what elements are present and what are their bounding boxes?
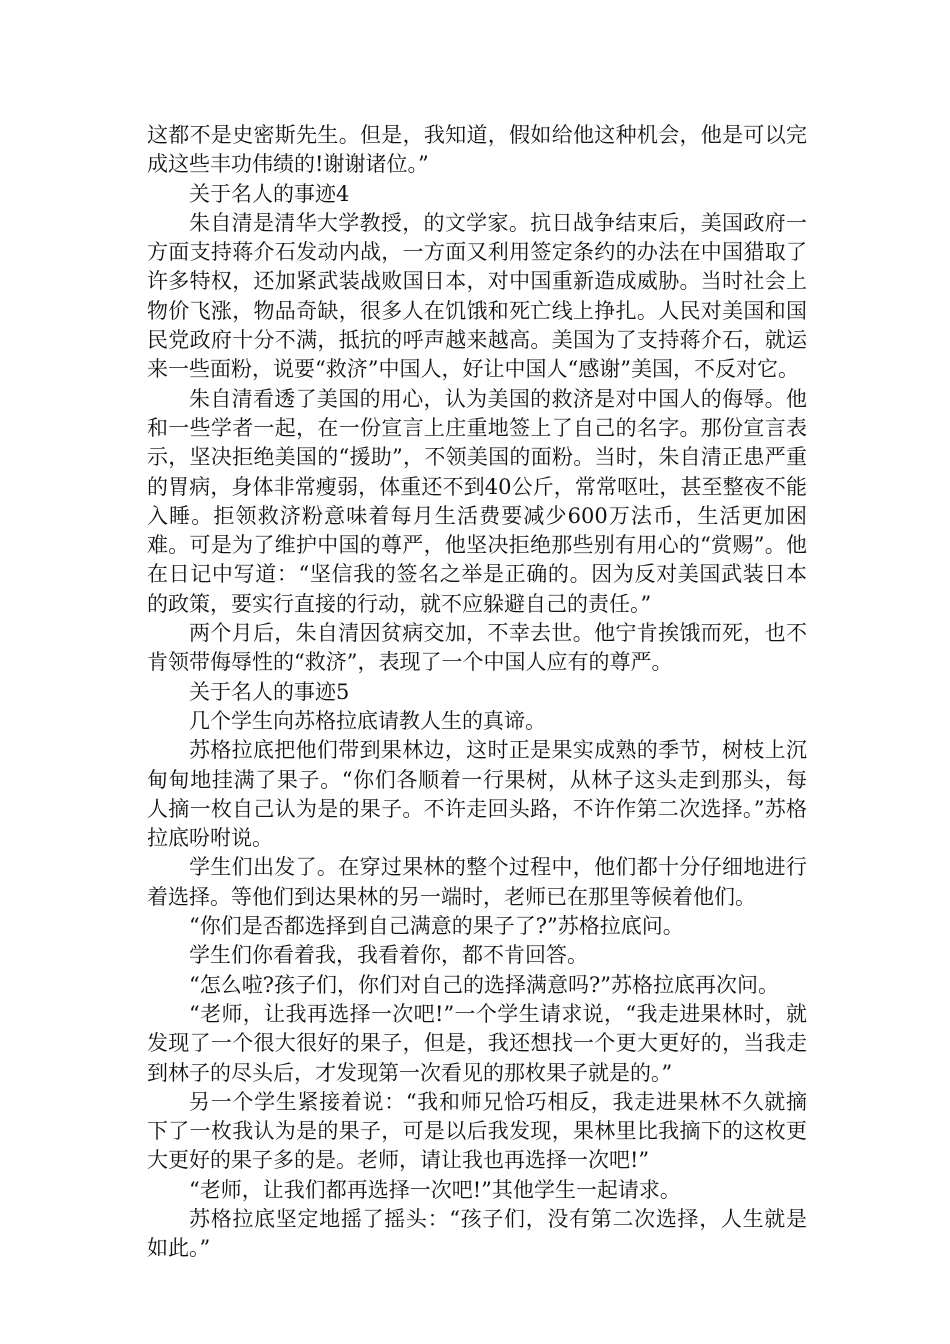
paragraph: 苏格拉底把他们带到果林边，这时正是果实成熟的季节，树枝上沉甸甸地挂满了果子。“你们各顺着一行果树，从林子这头走到那头，每人摘一枚自己认为是的果子。不许走回头路，不许作第二次选择。”苏格拉底吩咐说。 <box>147 738 807 851</box>
document-body <box>147 121 807 1264</box>
paragraph: 朱自清是清华大学教授，的文学家。抗日战争结束后，美国政府一方面支持蒋介石发动内战，一方面又利用签定条约的办法在中国猎取了许多特权，还加紧武装战败国日本，对中国重新造成威胁。当时社会上物价飞涨，物品奇缺，很多人在饥饿和死亡线上挣扎。人民对美国和国民党政府十分不满，抵抗的呼声越来越高。美国为了支持蒋介石，就运来一些面粉，说要“救济”中国人，好让中国人“感谢”美国，不反对它。 <box>147 210 807 382</box>
paragraph: 学生们你看着我，我看着你，都不肯回答。 <box>189 943 588 968</box>
paragraph: “你们是否都选择到自己满意的果子了?”苏格拉底问。 <box>189 914 684 939</box>
paragraph: “老师，让我们都再选择一次吧!”其他学生一起请求。 <box>189 1177 681 1202</box>
paragraph-continued: 这都不是史密斯先生。但是，我知道，假如给他这种机会，他是可以完成这些丰功伟绩的!谢谢诸位。” <box>147 123 807 177</box>
paragraph: “老师，让我再选择一次吧!”一个学生请求说，“我走进果林时，就发现了一个很大很好的果子，但是，我还想找一个更大更好的，当我走到林子的尽头后，才发现第一次看见的那枚果子就是的。” <box>147 1001 807 1085</box>
paragraph: 两个月后，朱自清因贫病交加，不幸去世。他宁肯挨饿而死，也不肯领带侮辱性的“救济”，表现了一个中国人应有的尊严。 <box>147 621 807 675</box>
paragraph: 几个学生向苏格拉底请教人生的真谛。 <box>189 708 546 733</box>
section-heading-5: 关于名人的事迹5 <box>189 679 350 704</box>
paragraph: 朱自清看透了美国的用心，认为美国的救济是对中国人的侮辱。他和一些学者一起，在一份宣言上庄重地签上了自己的名字。那份宣言表示，坚决拒绝美国的“援助”，不领美国的面粉。当时，朱自清正患严重的胃病，身体非常瘦弱，体重还不到40公斤，常常呕吐，甚至整夜不能入睡。拒领救济粉意味着每月生活费要减少600万法币，生活更加困难。可是为了维护中国的尊严，他坚决拒绝那些别有用心的“赏赐”。他在日记中写道：“坚信我的签名之举是正确的。因为反对美国武装日本的政策，要实行直接的行动，就不应躲避自己的责任。” <box>147 386 807 616</box>
paragraph: 另一个学生紧接着说：“我和师兄恰巧相反，我走进果林不久就摘下了一枚我认为是的果子，可是以后我发现，果林里比我摘下的这枚更大更好的果子多的是。老师，请让我也再选择一次吧!” <box>147 1089 807 1173</box>
section-heading-4: 关于名人的事迹4 <box>189 181 350 206</box>
paragraph: 苏格拉底坚定地摇了摇头：“孩子们，没有第二次选择，人生就是如此。” <box>147 1206 807 1261</box>
paragraph: “怎么啦?孩子们，你们对自己的选择满意吗?”苏格拉底再次问。 <box>189 972 779 997</box>
paragraph: 学生们出发了。在穿过果林的整个过程中，他们都十分仔细地进行着选择。等他们到达果林的另一端时，老师已在那里等候着他们。 <box>147 855 807 909</box>
